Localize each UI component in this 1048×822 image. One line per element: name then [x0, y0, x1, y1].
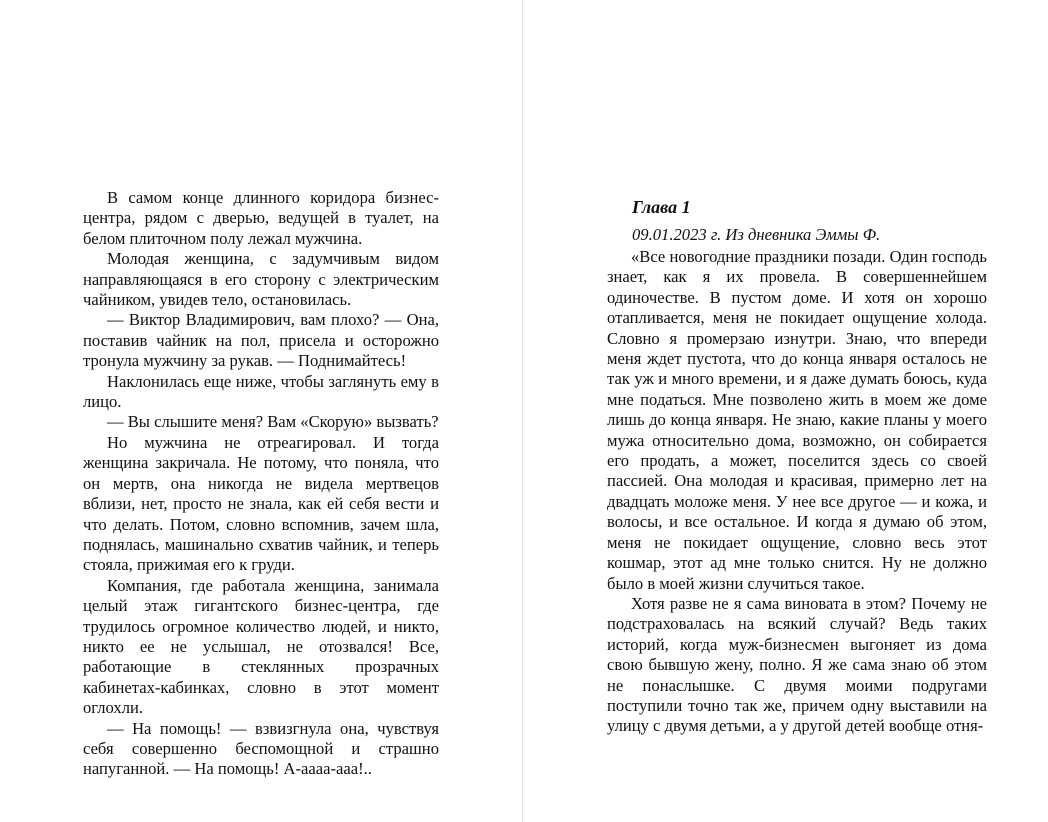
paragraph: — Вы слышите меня? Вам «Скорую» вызвать?: [107, 412, 439, 432]
chapter-title: Глава 1: [632, 197, 691, 217]
paragraph: — Виктор Владимирович, вам плохо? — Она, поставив чайник на пол, присела и осторожно тронула мужчину за рукав. — Поднимайтесь!: [83, 310, 439, 371]
right-page-text: [607, 247, 987, 737]
paragraph: Хотя разве не я сама виновата в этом? Почему не подстраховалась на всякий случай? Ведь таких историй, когда муж-бизнесмен выгоняет из дома свою бывшую жену, полно. Я же сама знаю об этом не понаслышке. С двумя моими подругами поступили точно так же, причем одну выставили на улицу с двумя детьми, а у другой детей вообще отня-: [607, 593, 987, 736]
right-page: [524, 0, 1048, 822]
paragraph: — На помощь! — взвизгнула она, чувствуя себя совершенно беспомощной и страшно напуганной. — На помощь! А-аааа-ааа!..: [83, 718, 439, 779]
left-page-text: [83, 188, 439, 780]
paragraph: Наклонилась еще ниже, чтобы заглянуть ему в лицо.: [83, 371, 439, 412]
paragraph: Компания, где работала женщина, занимала целый этаж гигантского бизнес-центра, где трудилось огромное количество людей, и никто, никто ее не услышал, не отозвался! Все, работающие в стеклянных прозрачных кабинетах-кабинках, словно в этот момент оглохли.: [83, 575, 439, 718]
paragraph: «Все новогодние праздники позади. Один господь знает, как я их провела. В совершеннейшем одиночестве. В пустом доме. И хотя он хорошо отапливается, меня не покидает ощущение холода. Словно я промерзаю изнутри. Знаю, что впереди меня ждет пустота, что до конца января осталось не так уж и много времени, и я даже думать боюсь, куда мне податься. Мне позволено жить в моем же доме лишь до конца января. Не знаю, какие планы у моего мужа относительно дома, возможно, он собирается его продать, а может, поселится здесь со своей пассией. Она молодая и красивая, примерно лет на двадцать моложе меня. У нее все другое — и кожа, и волосы, и все остальное. И когда я думаю об этом, меня не покидает ощущение, словно весь этот кошмар, этот ад мне только снится. Ну не должно было в моей жизни случиться такое.: [607, 247, 987, 593]
chapter-subtitle: 09.01.2023 г. Из дневника Эммы Ф.: [632, 225, 881, 244]
paragraph: Но мужчина не отреагировал. И тогда женщина закричала. Не потому, что поняла, что он мертв, она никогда не видела мертвецов вблизи, нет, просто не знала, как ей себя вести и что делать. Потом, словно вспомнив, зачем шла, поднялась, машинально схватив чайник, и теперь стояла, прижимая его к груди.: [83, 432, 439, 575]
paragraph: Молодая женщина, с задумчивым видом направляющаяся в его сторону с электрическим чайником, увидев тело, остановилась.: [83, 249, 439, 310]
paragraph: В самом конце длинного коридора бизнес-центра, рядом с дверью, ведущей в туалет, на белом плиточном полу лежал мужчина.: [83, 188, 439, 248]
left-page: [0, 0, 523, 822]
